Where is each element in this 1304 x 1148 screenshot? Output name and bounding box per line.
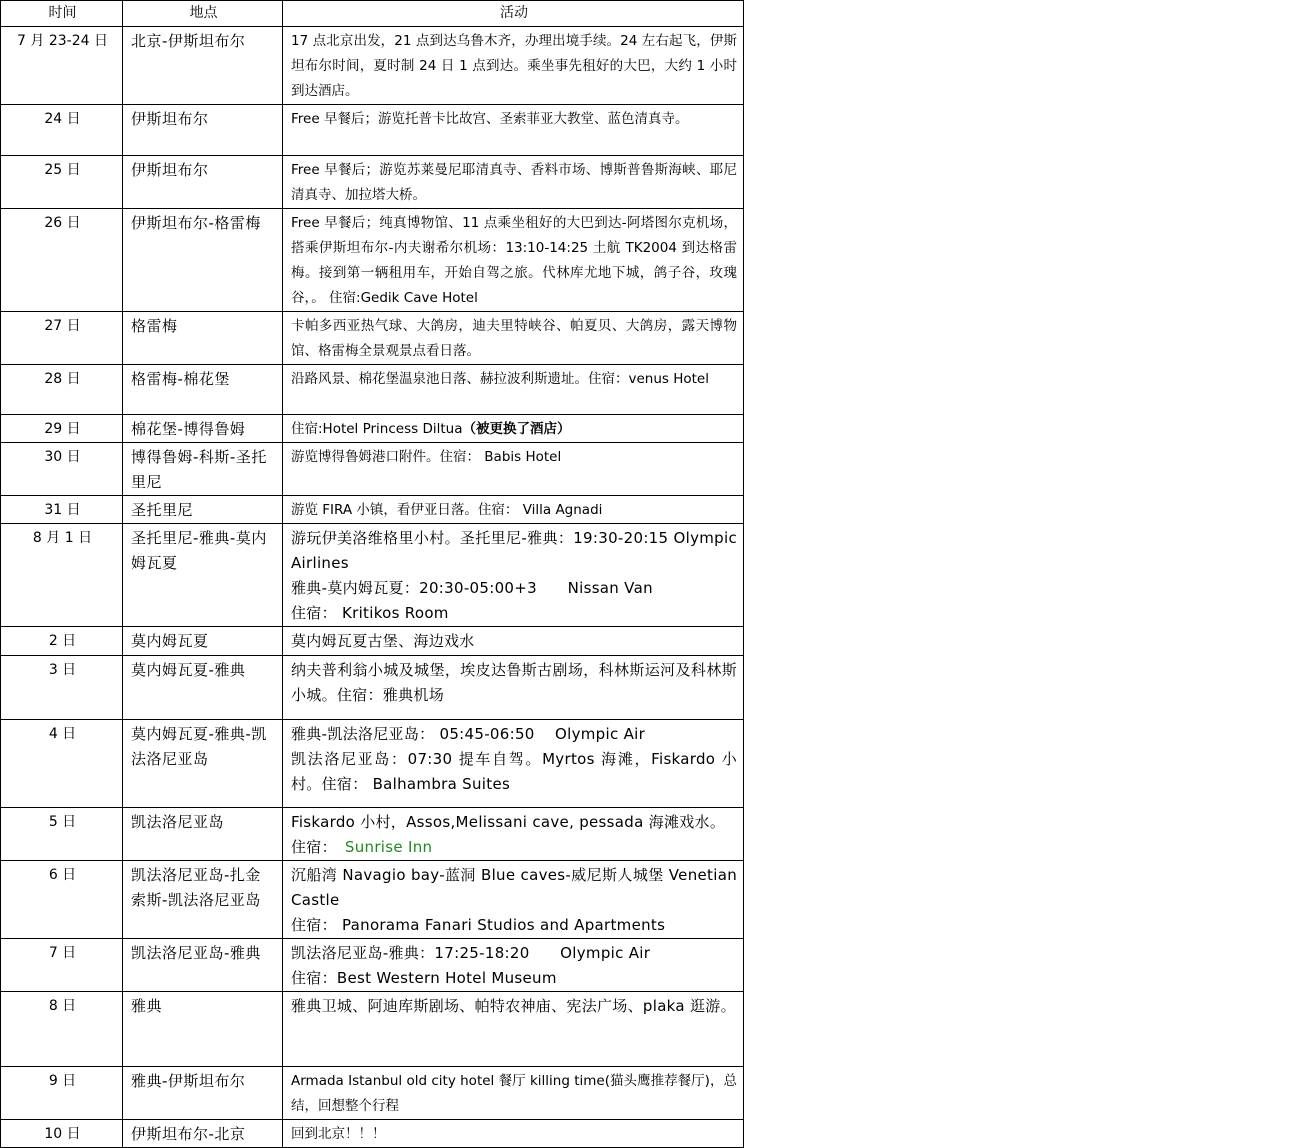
stay-value: Sunrise Inn bbox=[344, 838, 433, 856]
row-place: 圣托里尼 bbox=[123, 496, 283, 524]
row-date: 4 日 bbox=[1, 720, 123, 808]
activity-line: Free 早餐后；纯真博物馆、11 点乘坐租好的大巴到达-阿塔图尔克机场，搭乘伊斯坦布尔-内夫谢希尔机场：13:10-14:25 土航 TK2004 到达格雷梅。接到第一辆租用车，开始自驾之旅。代林库尤地下城，鸽子谷，玫瑰谷，。 住宿:Gedik Cave Hotel bbox=[291, 215, 737, 306]
header-activity: 活动 bbox=[283, 1, 744, 27]
row-place: 凯法洛尼亚岛-雅典 bbox=[123, 939, 283, 992]
row-place: 棉花堡-博得鲁姆 bbox=[123, 415, 283, 443]
row-activity bbox=[283, 312, 744, 365]
table-row bbox=[1, 105, 744, 156]
activity-line: Free 早餐后；游览托普卡比故宫、圣索菲亚大教堂、蓝色清真寺。 bbox=[291, 111, 689, 127]
table-row bbox=[1, 312, 744, 365]
table-row bbox=[1, 720, 744, 808]
activity-line: 莫内姆瓦夏古堡、海边戏水 bbox=[291, 632, 475, 650]
row-place: 格雷梅-棉花堡 bbox=[123, 365, 283, 415]
header-place: 地点 bbox=[123, 1, 283, 27]
row-date: 26 日 bbox=[1, 209, 123, 312]
table-row bbox=[1, 443, 744, 496]
activity-note: （被更换了酒店） bbox=[462, 421, 571, 437]
row-date: 30 日 bbox=[1, 443, 123, 496]
row-place: 伊斯坦布尔 bbox=[123, 156, 283, 209]
table-row bbox=[1, 1120, 744, 1148]
activity-line: 沿路风景、棉花堡温泉池日落、赫拉波利斯遗址。住宿：venus Hotel bbox=[291, 371, 709, 387]
row-date: 27 日 bbox=[1, 312, 123, 365]
row-place: 凯法洛尼亚岛 bbox=[123, 808, 283, 861]
row-date: 29 日 bbox=[1, 415, 123, 443]
activity-line: 游览 FIRA 小镇，看伊亚日落。住宿： Villa Agnadi bbox=[291, 502, 603, 518]
row-activity bbox=[283, 105, 744, 156]
activity-line: 住宿： Panorama Fanari Studios and Apartments bbox=[291, 916, 666, 934]
row-date: 6 日 bbox=[1, 861, 123, 939]
activity-line: 住宿：Best Western Hotel Museum bbox=[291, 969, 557, 987]
activity-line: 雅典-凯法洛尼亚岛： 05:45-06:50 Olympic Air bbox=[291, 725, 646, 743]
row-place: 凯法洛尼亚岛-扎金索斯-凯法洛尼亚岛 bbox=[123, 861, 283, 939]
row-date: 2 日 bbox=[1, 627, 123, 656]
activity-line: 纳夫普利翁小城及城堡，埃皮达鲁斯古剧场，科林斯运河及科林斯小城。住宿：雅典机场 bbox=[291, 661, 737, 704]
row-date: 3 日 bbox=[1, 656, 123, 720]
row-place: 莫内姆瓦夏-雅典-凯法洛尼亚岛 bbox=[123, 720, 283, 808]
row-date: 7 日 bbox=[1, 939, 123, 992]
row-date: 8 月 1 日 bbox=[1, 524, 123, 627]
row-date: 25 日 bbox=[1, 156, 123, 209]
activity-line: Fiskardo 小村，Assos,Melissani cave, pessada 海滩戏水。 bbox=[291, 813, 726, 831]
table-row bbox=[1, 656, 744, 720]
row-place: 莫内姆瓦夏 bbox=[123, 627, 283, 656]
activity-line: 游玩伊美洛维格里小村。圣托里尼-雅典：19:30-20:15 Olympic Airlines bbox=[291, 529, 737, 572]
row-place: 雅典-伊斯坦布尔 bbox=[123, 1067, 283, 1120]
row-date: 8 日 bbox=[1, 992, 123, 1067]
activity-line: Free 早餐后；游览苏莱曼尼耶清真寺、香料市场、博斯普鲁斯海峡、耶尼清真寺、加拉塔大桥。 bbox=[291, 162, 737, 203]
row-activity bbox=[283, 415, 744, 443]
activity-line: 住宿： Kritikos Room bbox=[291, 604, 449, 622]
table-row bbox=[1, 939, 744, 992]
header-date: 时间 bbox=[1, 1, 123, 27]
row-place: 北京-伊斯坦布尔 bbox=[123, 27, 283, 105]
activity-line: 游览博得鲁姆港口附件。住宿： Babis Hotel bbox=[291, 449, 562, 465]
row-activity bbox=[283, 156, 744, 209]
row-activity bbox=[283, 443, 744, 496]
header-row bbox=[1, 1, 744, 27]
row-activity bbox=[283, 992, 744, 1067]
row-date: 5 日 bbox=[1, 808, 123, 861]
row-place: 伊斯坦布尔-格雷梅 bbox=[123, 209, 283, 312]
row-activity bbox=[283, 209, 744, 312]
row-activity bbox=[283, 1067, 744, 1120]
row-date: 7 月 23-24 日 bbox=[1, 27, 123, 105]
table-row bbox=[1, 524, 744, 627]
activity-line: Armada Istanbul old city hotel 餐厅 killing time(猫头鹰推荐餐厅)，总结，回想整个行程 bbox=[291, 1073, 737, 1114]
row-activity bbox=[283, 627, 744, 656]
table-row bbox=[1, 496, 744, 524]
table-row bbox=[1, 808, 744, 861]
row-place: 伊斯坦布尔 bbox=[123, 105, 283, 156]
activity-line: 回到北京！！！ bbox=[291, 1126, 386, 1142]
row-place: 博得鲁姆-科斯-圣托里尼 bbox=[123, 443, 283, 496]
table-row bbox=[1, 156, 744, 209]
row-activity bbox=[283, 720, 744, 808]
table-row bbox=[1, 1067, 744, 1120]
row-place: 圣托里尼-雅典-莫内姆瓦夏 bbox=[123, 524, 283, 627]
row-activity bbox=[283, 861, 744, 939]
table-row bbox=[1, 992, 744, 1067]
row-date: 9 日 bbox=[1, 1067, 123, 1120]
row-place: 伊斯坦布尔-北京 bbox=[123, 1120, 283, 1148]
activity-line: 雅典卫城、阿迪库斯剧场、帕特农神庙、宪法广场、plaka 逛游。 bbox=[291, 997, 736, 1015]
table-row bbox=[1, 627, 744, 656]
row-place: 莫内姆瓦夏-雅典 bbox=[123, 656, 283, 720]
activity-line: 17 点北京出发，21 点到达乌鲁木齐，办理出境手续。24 左右起飞，伊斯坦布尔时间，夏时制 24 日 1 点到达。乘坐事先租好的大巴，大约 1 小时到达酒店。 bbox=[291, 33, 737, 99]
activity-line bbox=[291, 417, 737, 442]
row-date: 31 日 bbox=[1, 496, 123, 524]
row-place: 雅典 bbox=[123, 992, 283, 1067]
table-row bbox=[1, 209, 744, 312]
row-activity bbox=[283, 27, 744, 105]
activity-line bbox=[291, 835, 737, 860]
row-activity bbox=[283, 1120, 744, 1148]
activity-line: 雅典-莫内姆瓦夏：20:30-05:00+3 Nissan Van bbox=[291, 579, 653, 597]
table-row bbox=[1, 415, 744, 443]
activity-line: 凯法洛尼亚岛-雅典：17:25-18:20 Olympic Air bbox=[291, 944, 651, 962]
row-date: 24 日 bbox=[1, 105, 123, 156]
activity-line: 沉船湾 Navagio bay-蓝洞 Blue caves-威尼斯人城堡 Venetian Castle bbox=[291, 866, 737, 909]
row-activity bbox=[283, 808, 744, 861]
row-activity bbox=[283, 656, 744, 720]
row-activity bbox=[283, 365, 744, 415]
activity-line: 卡帕多西亚热气球、大鸽房，迪夫里特峡谷、帕夏贝、大鸽房，露天博物馆、格雷梅全景观景点看日落。 bbox=[291, 318, 737, 359]
stay-label: 住宿： bbox=[291, 838, 337, 856]
row-activity bbox=[283, 939, 744, 992]
table-row bbox=[1, 27, 744, 105]
row-date: 10 日 bbox=[1, 1120, 123, 1148]
activity-text: 住宿:Hotel Princess Diltua bbox=[291, 421, 463, 437]
row-activity bbox=[283, 496, 744, 524]
row-date: 28 日 bbox=[1, 365, 123, 415]
table-row bbox=[1, 861, 744, 939]
row-place: 格雷梅 bbox=[123, 312, 283, 365]
activity-line: 凯法洛尼亚岛：07:30 提车自驾。Myrtos 海滩，Fiskardo 小村。住宿： Balhambra Suites bbox=[291, 750, 737, 793]
row-activity bbox=[283, 524, 744, 627]
table-row bbox=[1, 365, 744, 415]
